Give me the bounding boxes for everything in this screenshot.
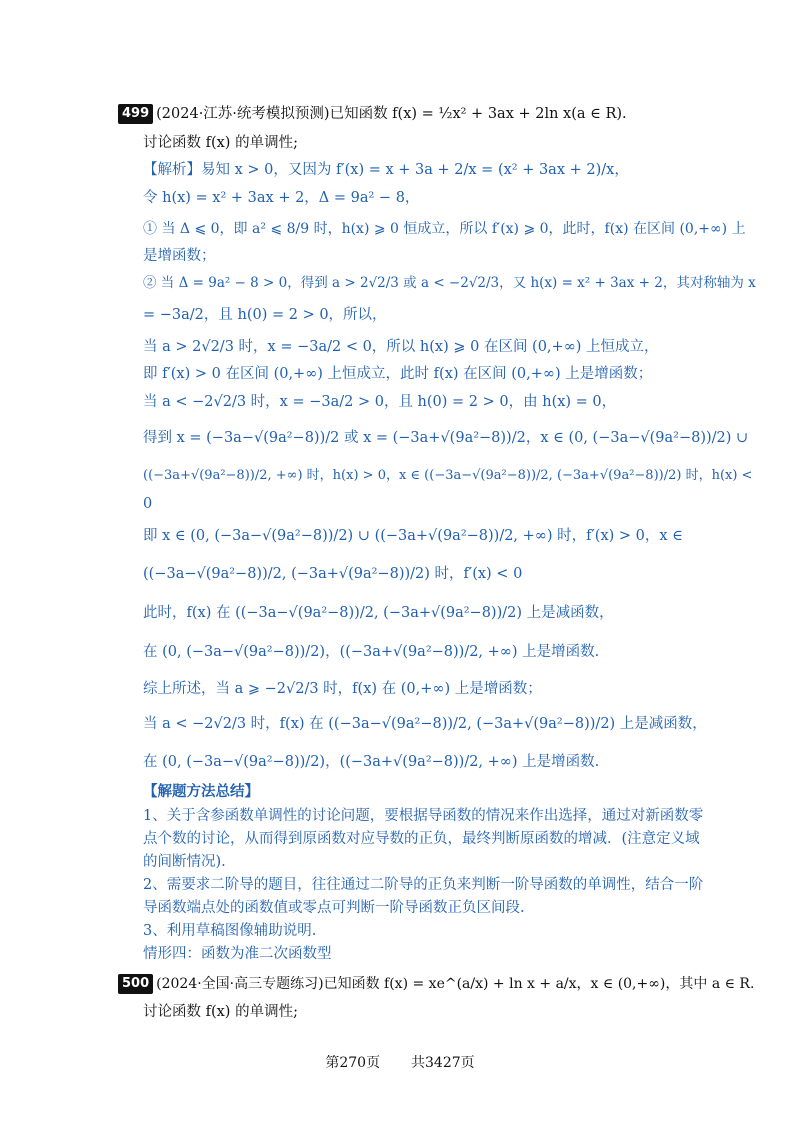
solution-line: 当 a < −2√2/3 时，x = −3a/2 > 0，且 h(0) = 2 > 0，由 h(x) = 0， <box>143 394 617 410</box>
solution-line: 当 a < −2√2/3 时，f(x) 在 ((−3a−√(9a²−8))/2, (−3a+√(9a²−8))/2) 上是减函数， <box>143 716 707 732</box>
solution-line: ① 当 Δ ⩽ 0，即 a² ⩽ 8/9 时，h(x) ⩾ 0 恒成立，所以 f′(x) ⩾ 0，此时，f(x) 在区间 (0,+∞) 上 <box>143 221 746 237</box>
solution-line: 令 h(x) = x² + 3ax + 2，Δ = 9a² − 8， <box>143 190 420 206</box>
problem-statement: (2024·江苏·统考模拟预测)已知函数 f(x) = ½x² + 3ax + 2ln x(a ∈ R). <box>156 106 627 122</box>
summary-line: 3、利用草稿图像辅助说明. <box>143 923 317 939</box>
solution-line: 得到 x = (−3a−√(9a²−8))/2 或 x = (−3a+√(9a²−8))/2，x ∈ (0, (−3a−√(9a²−8))/2) ∪ <box>143 430 749 446</box>
problem-statement: (2024·全国·高三专题练习)已知函数 f(x) = xe^(a/x) + ln x + a/x，x ∈ (0,+∞)，其中 a ∈ R. <box>156 976 755 992</box>
problem-task: 讨论函数 f(x) 的单调性; <box>143 135 298 151</box>
solution-line: 当 a > 2√2/3 时，x = −3a/2 < 0，所以 h(x) ⩾ 0 在区间 (0,+∞) 上恒成立， <box>143 339 659 355</box>
summary-line: 导函数端点处的函数值或零点可判断一阶导函数正负区间段. <box>143 900 525 916</box>
solution-line: 即 x ∈ (0, (−3a−√(9a²−8))/2) ∪ ((−3a+√(9a²−8))/2, +∞) 时，f′(x) > 0，x ∈ <box>143 528 683 544</box>
solution-line: 【解析】易知 x > 0，又因为 f′(x) = x + 3a + 2/x = (x² + 3ax + 2)/x， <box>143 162 629 178</box>
page-total: 共3427页 <box>411 1055 475 1071</box>
summary-line: 2、需要求二阶导的题目，往往通过二阶导的正负来判断一阶导函数的单调性，结合一阶 <box>143 877 704 893</box>
summary-line: 的间断情况). <box>143 854 226 870</box>
problem-number-badge: 500 <box>118 974 153 994</box>
problem-task: 讨论函数 f(x) 的单调性; <box>143 1004 298 1020</box>
solution-line: 即 f′(x) > 0 在区间 (0,+∞) 上恒成立，此时 f(x) 在区间 (0,+∞) 上是增函数； <box>143 366 653 382</box>
page-number: 第270页 <box>325 1055 381 1071</box>
solution-line: 此时，f(x) 在 ((−3a−√(9a²−8))/2, (−3a+√(9a²−8))/2) 上是减函数， <box>143 605 614 621</box>
solution-line: 在 (0, (−3a−√(9a²−8))/2)，((−3a+√(9a²−8))/2, +∞) 上是增函数. <box>143 754 600 770</box>
solution-line: ((−3a−√(9a²−8))/2, (−3a+√(9a²−8))/2) 时，f′(x) < 0 <box>143 566 523 582</box>
solution-line: 0 <box>143 496 153 512</box>
solution-line: 是增函数； <box>143 248 216 264</box>
solution-line: 综上所述，当 a ⩾ −2√2/3 时，f(x) 在 (0,+∞) 上是增函数； <box>143 681 542 697</box>
solution-line: ((−3a+√(9a²−8))/2, +∞) 时，h(x) > 0，x ∈ ((−3a−√(9a²−8))/2, (−3a+√(9a²−8))/2) 时，h(x) < <box>143 468 753 483</box>
problem-499-header <box>118 104 627 124</box>
summary-line: 点个数的讨论，从而得到原函数对应导数的正负，最终判断原函数的增减．(注意定义域 <box>143 831 700 847</box>
page-footer <box>0 1052 800 1072</box>
summary-title: 【解题方法总结】 <box>143 783 259 800</box>
solution-line: ② 当 Δ = 9a² − 8 > 0，得到 a > 2√2/3 或 a < −2√2/3，又 h(x) = x² + 3ax + 2，其对称轴为 x <box>143 275 756 291</box>
solution-line: = −3a/2，且 h(0) = 2 > 0，所以， <box>143 307 387 323</box>
problem-500-header <box>118 974 754 994</box>
solution-line: 在 (0, (−3a−√(9a²−8))/2)，((−3a+√(9a²−8))/2, +∞) 上是增函数. <box>143 644 600 660</box>
problem-number-badge: 499 <box>118 104 153 124</box>
summary-line: 1、关于含参函数单调性的讨论问题，要根据导函数的情况来作出选择，通过对新函数零 <box>143 808 704 824</box>
summary-case-heading: 情形四：函数为准二次函数型 <box>143 946 332 962</box>
